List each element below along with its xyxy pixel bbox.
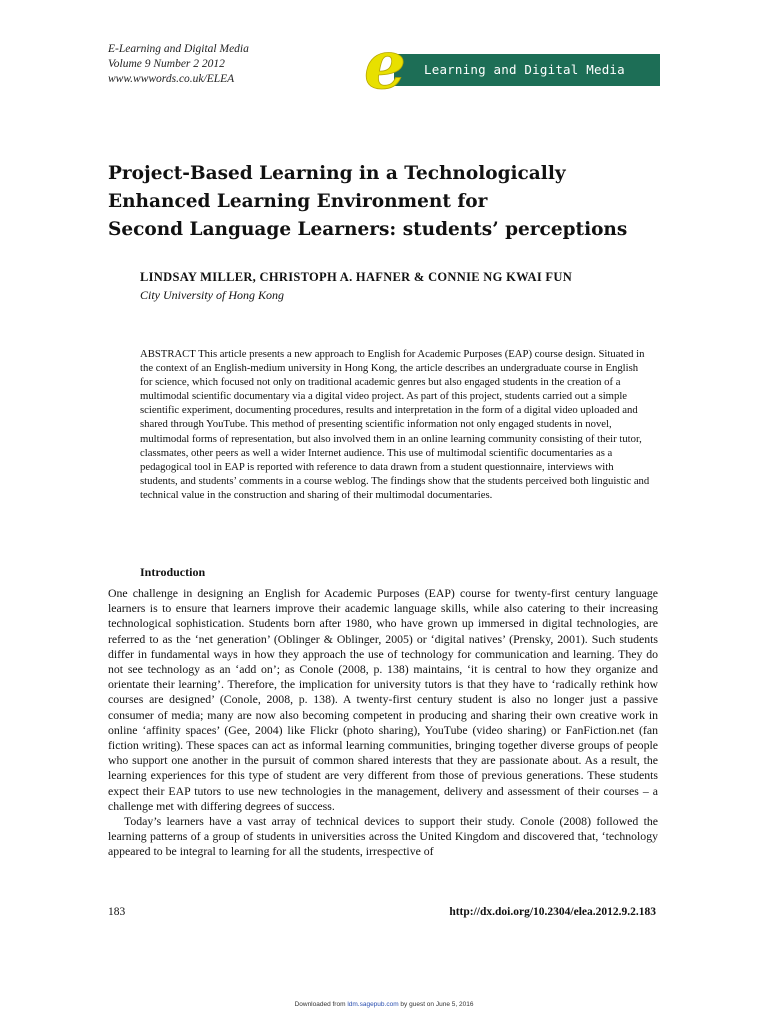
body-text: [108, 586, 658, 860]
journal-volume: Volume 9 Number 2 2012: [108, 58, 225, 70]
paragraph: Today’s learners have a vast array of technical devices to support their study. Conole (2008) followed the learning patterns of a group of students in universities across the United Kingdom and discovered that, ‘technology appeared to be integral to learning for all the students, irrespective of: [108, 814, 658, 859]
journal-logo: [360, 32, 660, 100]
download-suffix: by guest on June 5, 2016: [398, 1001, 474, 1008]
article-title: [108, 160, 688, 244]
logo-banner: Learning and Digital Media: [394, 54, 660, 86]
download-prefix: Downloaded from: [294, 1001, 348, 1008]
title-line: Project-Based Learning in a Technologically: [108, 163, 566, 184]
section-heading: Introduction: [140, 565, 206, 579]
doi-link[interactable]: http://dx.doi.org/10.2304/elea.2012.9.2.183: [449, 906, 656, 918]
journal-url: www.wwwords.co.uk/ELEA: [108, 73, 235, 85]
download-note: [0, 1001, 768, 1008]
journal-info: [108, 42, 249, 87]
logo-letter: e: [364, 32, 406, 100]
logo-e-icon: [360, 32, 430, 100]
title-line: Enhanced Learning Environment for: [108, 191, 488, 212]
paragraph: One challenge in designing an English for Academic Purposes (EAP) course for twenty-first century language learners is to ensure that learners improve their academic language skills, while also catering to their increasing technological sophistication. Students born after 1980, who have grown up immersed in digital technologies, are referred to as the ‘net generation’ (Oblinger & Oblinger, 2005) or ‘digital natives’ (Prensky, 2001). Such students differ in fundamental ways in how they approach the use of technology for communication and learning. They do not see technology as an ‘add on’; as Conole (2008, p. 138) maintains, ‘it is central to how they organize and orientate their learning’. Therefore, the implication for university tutors is that they have to ‘radically rethink how courses are designed’ (Conole, 2008, p. 138). A twenty-first century student is also no longer just a passive consumer of media; many are now also becoming competent in producing and sharing their own creative work in online ‘affinity spaces’ (Gee, 2004) like Flickr (photo sharing), YouTube (video sharing) or FanFiction.net (fan fiction writing). These spaces can act as informal learning communities, bringing together diverse groups of people who support one another in the pursuit of common shared interests that they are passionate about. As a result, the learning experiences for this type of student are very different from those of previous generations. These students expect their EAP tutors to use new technologies in the management, delivery and assessment of their courses – a challenge met with differing degrees of success.: [108, 586, 658, 813]
download-link[interactable]: ldm.sagepub.com: [347, 1001, 399, 1008]
journal-name: E-Learning and Digital Media: [108, 43, 249, 55]
affiliation: City University of Hong Kong: [140, 288, 284, 302]
page-number: 183: [108, 906, 126, 918]
authors: LINDSAY MILLER, CHRISTOPH A. HAFNER & CONNIE NG KWAI FUN: [140, 270, 573, 284]
title-line: Second Language Learners: students’ perceptions: [108, 219, 628, 240]
abstract: ABSTRACT This article presents a new approach to English for Academic Purposes (EAP) course design. Situated in the context of an English-medium university in Hong Kong, the article describes an undergraduate course in English for science, which focused not only on traditional academic genres but also engaged students in the creation of a multimodal scientific documentary via a digital video project. As part of this project, students carried out a simple scientific experiment, documenting procedures, results and interpretation in the form of a digital video uploaded and shared through YouTube. This method of presenting scientific information not only engaged students in novel, multimodal forms of representation, but also involved them in an online learning community consisting of their tutor, classmates, other peers as well a wider Internet audience. This use of multimodal scientific documentaries as a pedagogical tool in EAP is reported with reference to data drawn from a student questionnaire, interviews with students, and students’ comments in a course weblog. The findings show that the students perceived both linguistic and technical value in the construction and sharing of their multimodal documentaries.: [140, 348, 650, 501]
